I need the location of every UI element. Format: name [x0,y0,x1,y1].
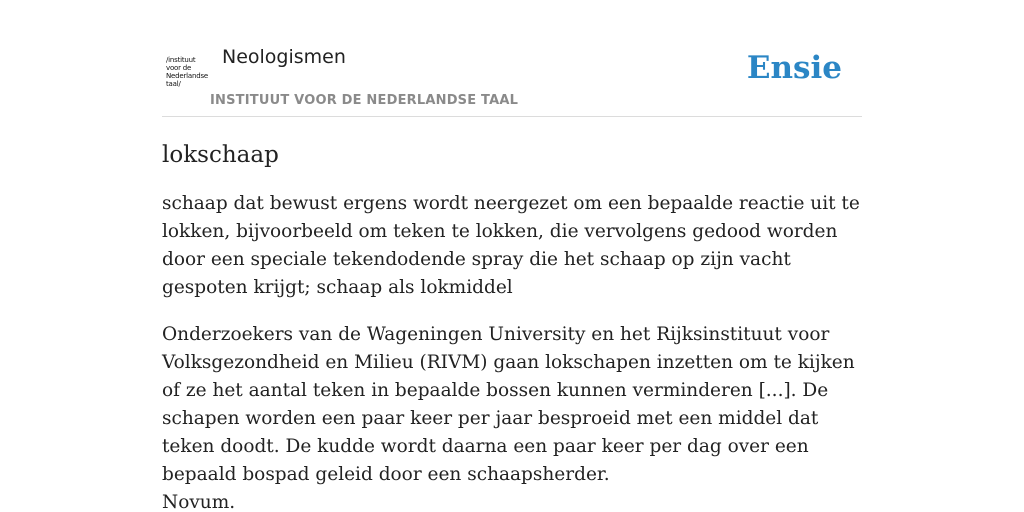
institute-name: INSTITUUT VOOR DE NEDERLANDSE TAAL [210,93,519,108]
entry-definition: schaap dat bewust ergens wordt neergezet om een bepaalde reactie uit te lokken, bijvoorbeeld om teken te lokken, die vervolgens gedood worden door een speciale tekendodende spray die het schaap op zijn vacht gespoten krijgt; schaap als lokmiddel [162,193,860,298]
ensie-brand-link[interactable]: Ensie [746,50,842,86]
quote-text: Onderzoekers van de Wageningen University en het Rijksinstituut voor Volksgezondheid en Milieu (RIVM) gaan lokschapen inzetten om te kijken of ze het aantal teken in bepaalde bossen kunnen verminderen [...]. De schapen worden een paar keer per jaar besproeid met een middel dat teken doodt. De kudde wordt daarna een paar keer per dag over een bepaald bospad geleid door een schaapsherder. [162,324,855,485]
logo-line: /instituut [166,56,196,64]
quote-source: Novum. [162,492,236,512]
logo-line: taal/ [166,80,181,88]
header [162,40,862,117]
site-name-link[interactable]: Neologismen [222,46,346,68]
entry-headword: lokschaap [162,142,279,168]
entry-content [162,138,864,512]
entry-example-quote [162,321,864,512]
logo-line: voor de [166,64,192,72]
institute-logo[interactable] [166,56,210,88]
logo-line: Nederlandse [166,72,209,80]
